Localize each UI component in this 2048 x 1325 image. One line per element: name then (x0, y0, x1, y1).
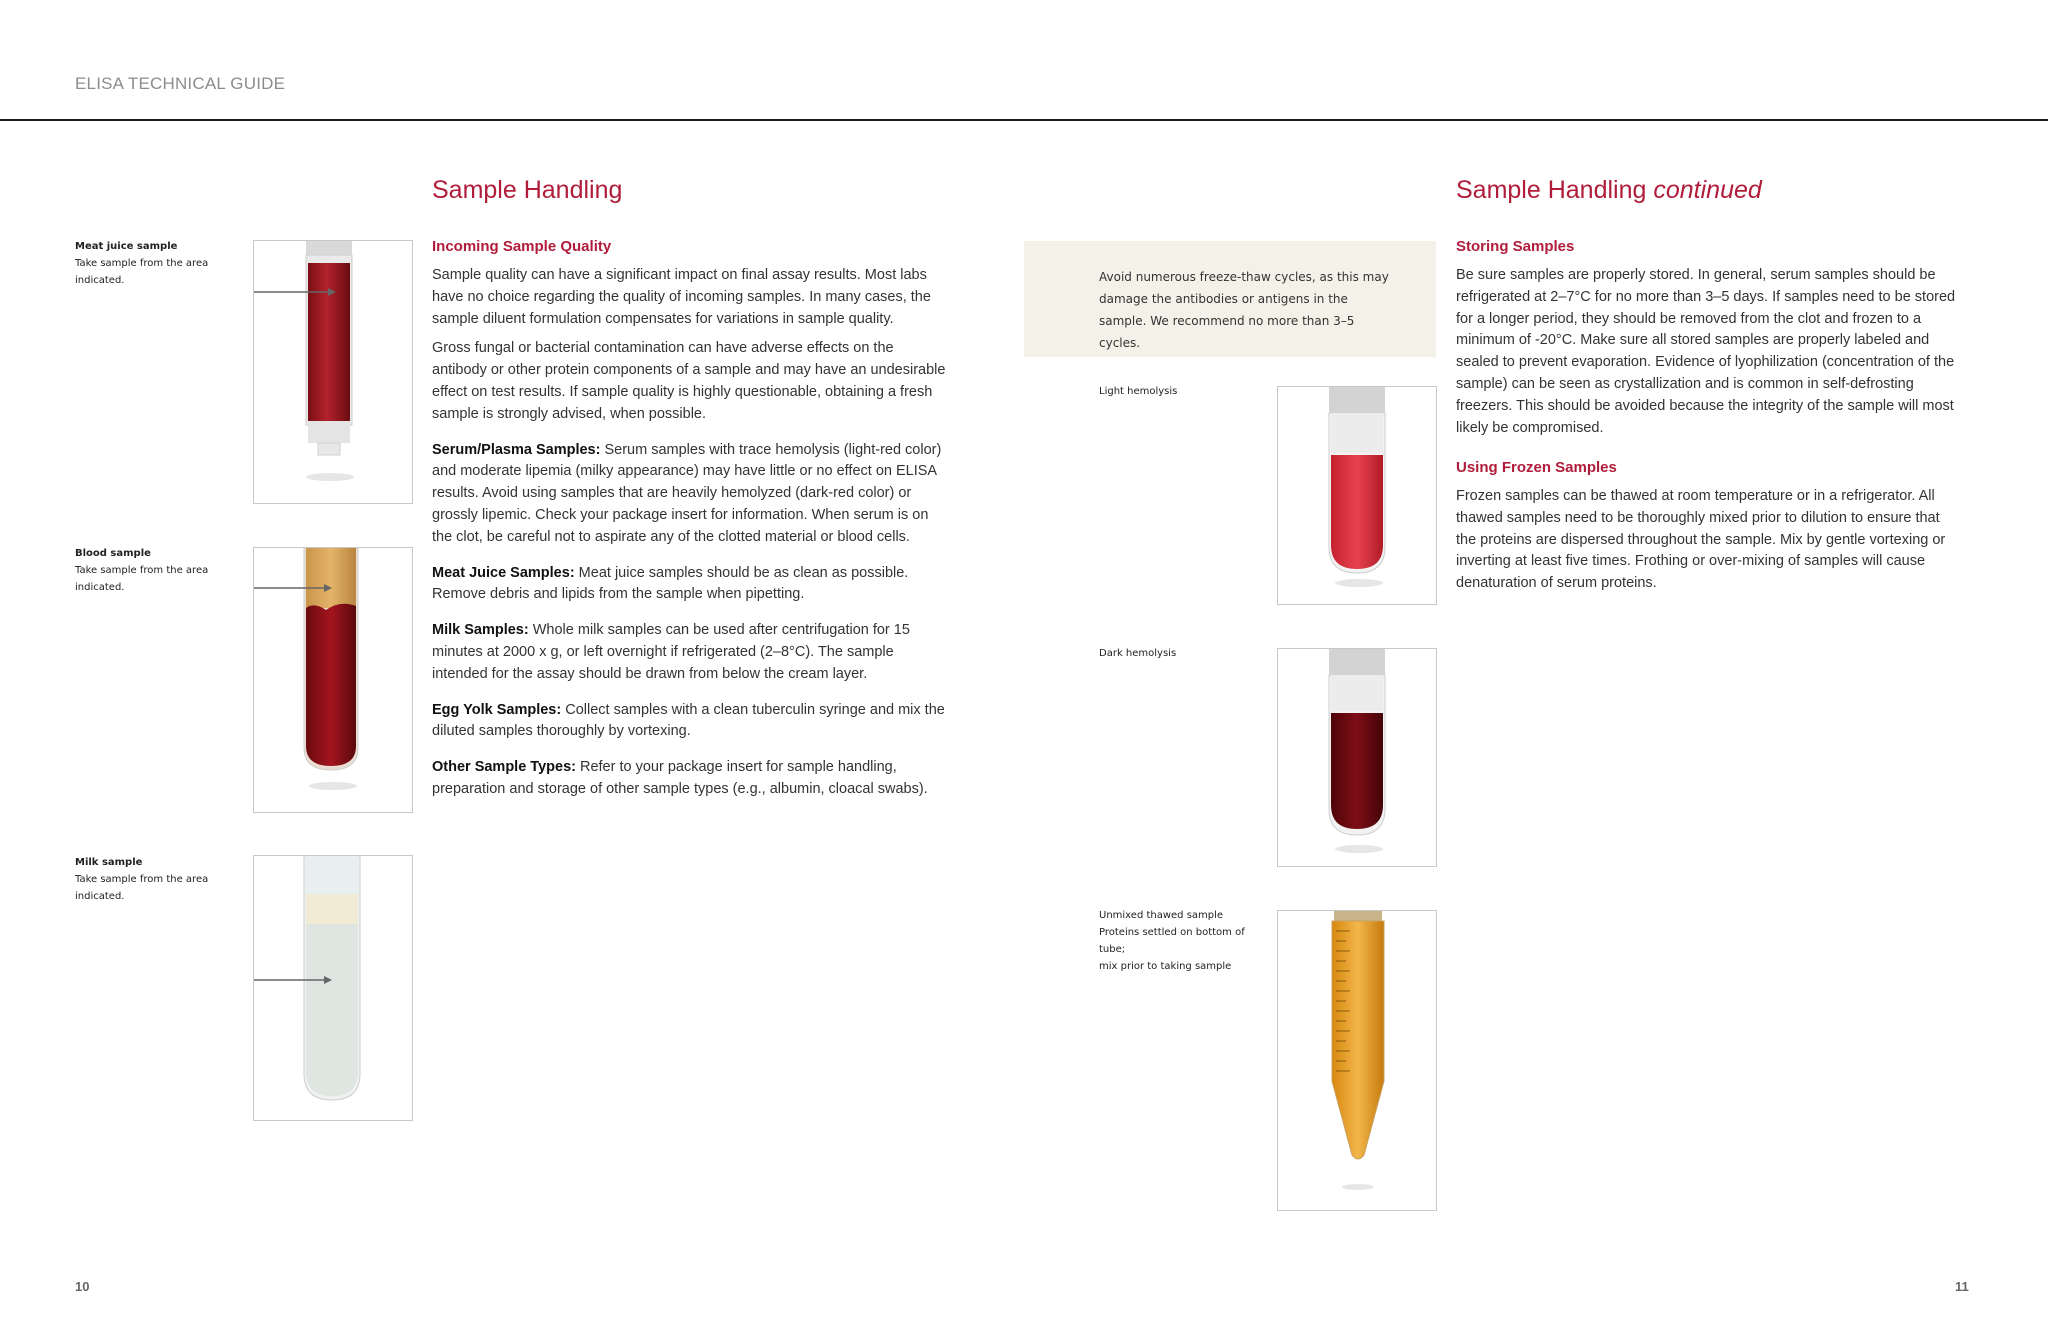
sample-type-text: Meat juice samples should be as clean as possible. Remove debris and lipids from the sample when pipetting. (432, 564, 909, 603)
section-heading-storing-samples: Storing Samples (1456, 238, 1575, 255)
heading-main: Sample Handling (1456, 176, 1647, 204)
left-page-heading: Sample Handling (432, 176, 623, 204)
header-rule (0, 119, 2048, 121)
caption-line: Unmixed thawed sample (1099, 910, 1224, 921)
sample-type-text: Refer to your package insert for sample handling, preparation and storage of other sample types (e.g., albumin, cloacal swabs). (432, 759, 928, 797)
note-text: Avoid numerous freeze-thaw cycles, as this may damage the antibodies or antigens in the sample. We recommend no more than 3–5 cycles. (1099, 270, 1389, 350)
figure-title: Milk sample (75, 857, 143, 868)
sample-type-text: Serum samples with trace hemolysis (light-red color) and moderate lipemia (milky appearance) may have little or no effect on ELISA results. Avoid using samples that are heavily hemolyzed (dark-red color) or grossly lipemic. Check your package insert for information. When serum is on the clot, be careful not to aspirate any of the clotted material or blood cells. (432, 441, 942, 545)
milk-tube-image (253, 855, 413, 1121)
meat-juice-tube-image (253, 240, 413, 504)
conical-tube-image (1277, 910, 1437, 1211)
caption-line: mix prior to taking sample (1099, 961, 1232, 972)
figure-caption-blood (75, 545, 245, 596)
figure-note: Take sample from the area indicated. (75, 874, 209, 902)
figure-note: Take sample from the area indicated. (75, 565, 209, 593)
sample-type-serum-plasma (432, 440, 952, 549)
paragraph: Sample quality can have a significant impact on final assay results. Most labs have no choice regarding the quality of incoming samples. In many cases, the sample diluent formulation compensates for variations in sample quality. (432, 267, 931, 327)
sample-type-label: Serum/Plasma Samples: (432, 441, 601, 458)
sample-type-label: Other Sample Types: (432, 759, 576, 776)
caption-line: Proteins settled on bottom of tube; (1099, 927, 1245, 955)
figure-caption-light-hemolysis: Light hemolysis (1099, 386, 1178, 397)
figure-caption-meat-juice (75, 238, 245, 289)
figure-note: Take sample from the area indicated. (75, 258, 209, 286)
sample-type-other (432, 757, 952, 801)
sample-type-meat-juice (432, 563, 952, 607)
running-header: ELISA TECHNICAL GUIDE (75, 74, 286, 93)
left-page-body (432, 265, 952, 815)
section-heading-incoming-quality: Incoming Sample Quality (432, 238, 612, 255)
page-number-right: 11 (1955, 1279, 1969, 1294)
dark-hemolysis-tube-image (1277, 648, 1437, 867)
figure-caption-dark-hemolysis: Dark hemolysis (1099, 648, 1177, 659)
figure-caption-milk (75, 854, 245, 905)
figure-title: Meat juice sample (75, 241, 178, 252)
sample-type-text: Whole milk samples can be used after centrifugation for 15 minutes at 2000 x g, or left overnight if refrigerated (2–8°C). The sample intended for the assay should be drawn from below the cream layer. (432, 622, 910, 682)
heading-continued: continued (1653, 176, 1762, 204)
figure-caption-unmixed-thawed (1099, 907, 1269, 975)
sample-type-text: Collect samples with a clean tuberculin syringe and mix the diluted samples thoroughly by vortexing. (432, 701, 945, 740)
light-hemolysis-tube-image (1277, 386, 1437, 605)
blood-tube-image (253, 547, 413, 813)
sample-type-label: Milk Samples: (432, 622, 529, 639)
sample-type-milk (432, 620, 952, 685)
storing-samples-text: Be sure samples are properly stored. In general, serum samples should be refrigerated at 2–7°C for no more than 3–5 days. If samples need to be stored for a longer period, they should be removed from the clot and frozen to a minimum of -20°C. Make sure all stored samples are properly labeled and sealed to prevent evaporation. Evidence of lyophilization (concentration of the sample) can be seen as crystallization and is common in self-defrosting freezers. This should be avoided because the integrity of the sample will most likely be compromised. (1456, 267, 1956, 436)
page-number-left: 10 (75, 1279, 90, 1294)
sample-type-egg-yolk (432, 700, 952, 744)
figure-title: Blood sample (75, 548, 151, 559)
right-page-heading (1456, 176, 1762, 205)
section-heading-using-frozen-samples: Using Frozen Samples (1456, 459, 1617, 476)
sample-type-label: Meat Juice Samples: (432, 564, 575, 581)
paragraph: Gross fungal or bacterial contamination can have adverse effects on the antibody or other protein components of a sample and may have an undesirable effect on test results. If sample quality is highly questionable, obtaining a fresh sample is strongly advised, when possible. (432, 340, 946, 422)
sample-type-label: Egg Yolk Samples: (432, 701, 562, 718)
using-frozen-samples-text: Frozen samples can be thawed at room temperature or in a refrigerator. All thawed samples need to be thoroughly mixed prior to dilution to ensure that the proteins are dispersed throughout the sample. Mix by gentle vortexing or inverting at least five times. Frothing or over-mixing of samples will cause denaturation of serum proteins. (1456, 488, 1946, 592)
